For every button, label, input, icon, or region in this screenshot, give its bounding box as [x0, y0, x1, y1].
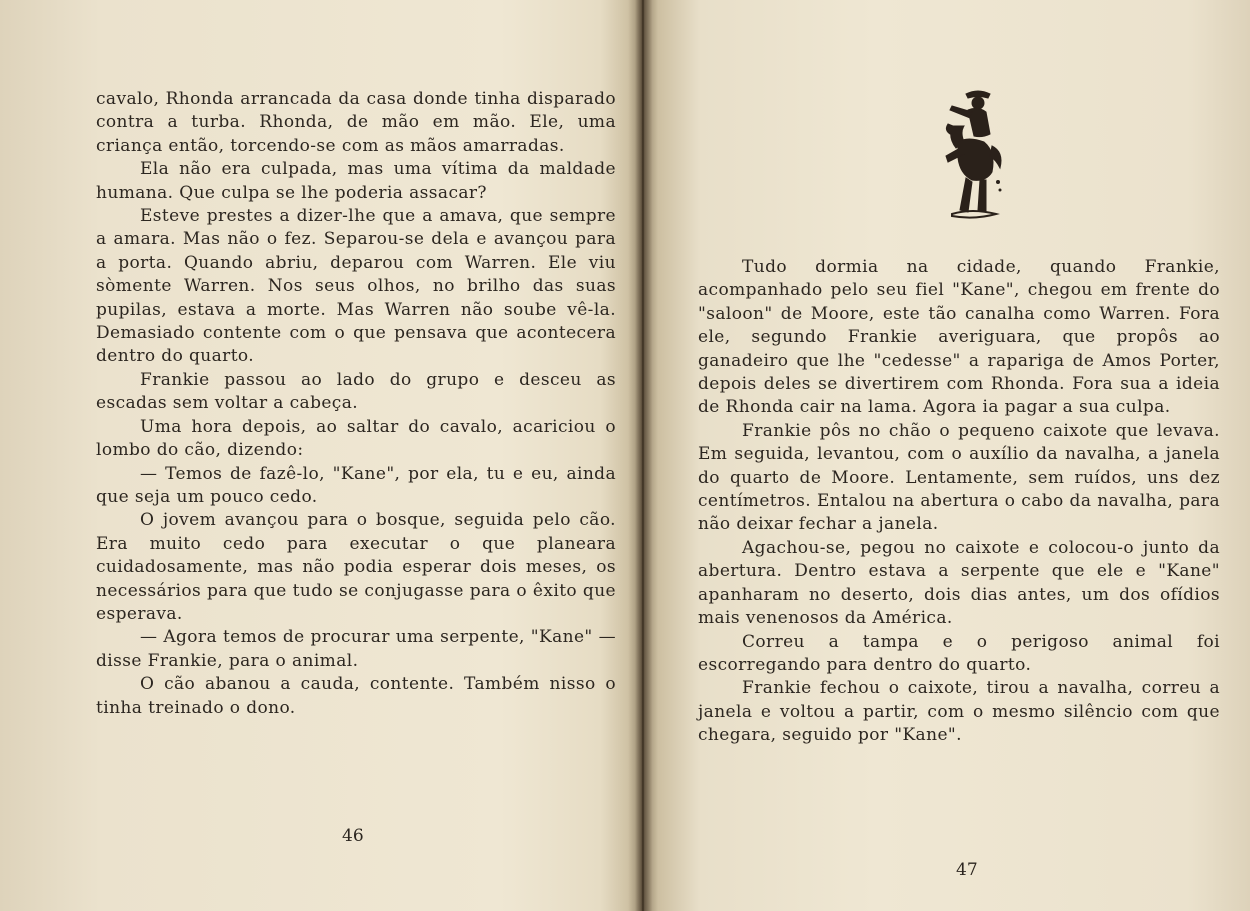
paragraph: Ela não era culpada, mas uma vítima da maldade humana. Que culpa se lhe poderia assacar? — [96, 159, 616, 203]
paragraph: Tudo dormia na cidade, quando Frankie, acompanhado pelo seu fiel "Kane", chegou em frente do "saloon" de Moore, este tão canalha como Warren. Fora ele, segundo Frankie averiguara, que propôs ao ganadeiro que lhe "cedesse" a rapariga de Amos Porter, depois deles se divertirem com Rhonda. Fora sua a ideia de Rhonda cair na lama. Agora ia pagar a sua culpa. — [698, 257, 1220, 418]
paragraph: Uma hora depois, ao saltar do cavalo, acariciou o lombo do cão, dizendo: — [96, 416, 616, 461]
paragraph: Esteve prestes a dizer-lhe que a amava, que sempre a amara. Mas não o fez. Separou-se dela e avançou para a porta. Quando abriu, deparou com Warren. Ele viu sòmente Warren. Nos seus olhos, no brilho das suas pupilas, estava a morte. Mas Warren não soube vê-la. Demasiado contente com o que pensava que acontecera dentro do quarto. — [96, 206, 616, 367]
paragraph: Frankie fechou o caixote, tirou a navalha, correu a janela e voltou a partir, com o mesmo silêncio com que chegara, seguido por "Kane". — [698, 678, 1220, 746]
paragraph: O cão abanou a cauda, contente. Também nisso o tinha treinado o dono. — [96, 674, 616, 718]
paragraph: O jovem avançou para o bosque, seguida pelo cão. Era muito cedo para executar o que planeara cuidadosamente, mas não podia esperar dois meses, os necessários para que tudo se conjugasse para o êxito que esperava. — [96, 510, 616, 624]
left-page-text — [96, 88, 616, 720]
page-number: 46 — [342, 826, 364, 846]
page-number: 47 — [956, 860, 978, 880]
paragraph: Frankie pôs no chão o pequeno caixote que levava. Em seguida, levantou, com o auxílio da navalha, a janela do quarto de Moore. Lentamente, sem ruídos, uns dez centímetros. Entalou na abertura o cabo da navalha, para não deixar fechar a janela. — [698, 420, 1220, 535]
cowboy-on-rearing-horse-icon — [938, 86, 1012, 224]
paragraph: Frankie passou ao lado do grupo e desceu as escadas sem voltar a cabeça. — [96, 369, 616, 414]
paragraph: — Agora temos de procurar uma serpente, "Kane" — disse Frankie, para o animal. — [96, 627, 616, 671]
right-page — [652, 0, 1250, 911]
right-page-text — [698, 256, 1220, 748]
paragraph: — Temos de fazê-lo, "Kane", por ela, tu e eu, ainda que seja um pouco cedo. — [96, 463, 616, 507]
paragraph: Correu a tampa e o perigoso animal foi escorregando para dentro do quarto. — [698, 631, 1220, 675]
paragraph: cavalo, Rhonda arrancada da casa donde tinha disparado contra a turba. Rhonda, de mão em mão. Ele, uma criança então, torcendo-se com as mãos amarradas. — [96, 89, 616, 156]
paragraph: Agachou-se, pegou no caixote e colocou-o junto da abertura. Dentro estava a serpente que ele e "Kane" apanharam no deserto, dois dias antes, um dos ofídios mais venenosos da América. — [698, 537, 1220, 629]
